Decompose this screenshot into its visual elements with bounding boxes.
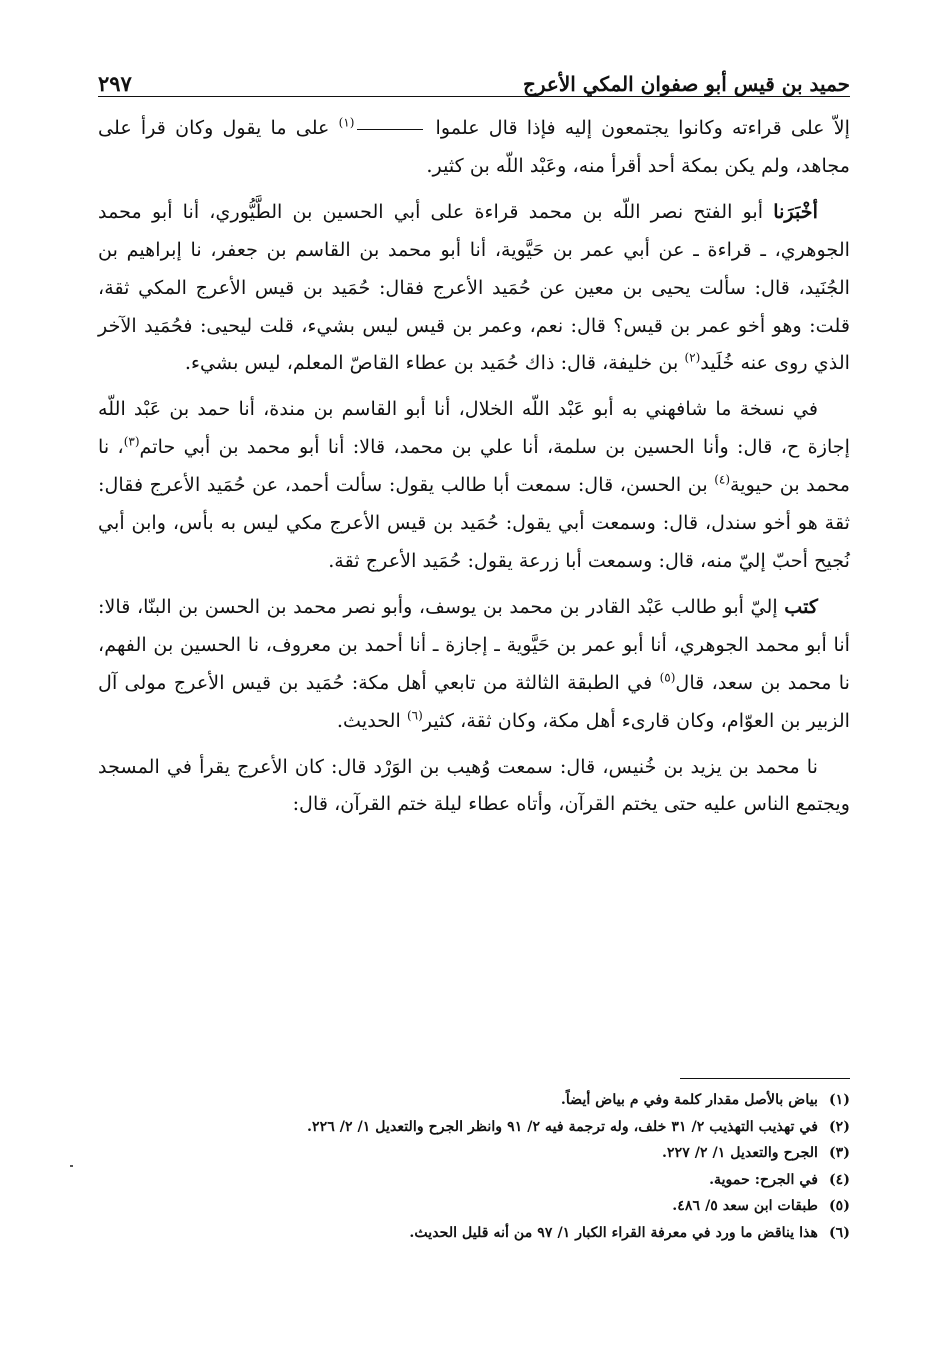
footnote xyxy=(98,1140,850,1167)
footnote-ref: (٢) xyxy=(684,351,701,366)
footnote-separator xyxy=(680,1078,850,1079)
lead-word: أخْبَرَنا xyxy=(773,199,818,223)
footnotes-section xyxy=(98,1078,850,1246)
running-header xyxy=(98,56,850,97)
book-page xyxy=(98,56,850,1241)
running-title: حميد بن قيس أبو صفوان المكي الأعرج xyxy=(522,72,850,96)
footnote xyxy=(98,1087,850,1114)
footnote-number: (٢) xyxy=(828,1118,850,1135)
text-run: بن الحسن، قال: سمعت أبا طالب يقول: سألت أحمد، عن حُمَيد الأعرج فقال: ثقة هو أخو سندل، قال: وسمعت أبي يقول: حُمَيد بن قيس الأعرج مكي ليس به بأس، وابن أبي نُجيح أحبّ إليّ منه، قال: وسمعت أبا زرعة يقول: حُمَيد الأعرج ثقة. xyxy=(98,473,850,572)
footnote-number: (٣) xyxy=(828,1145,850,1161)
footnote xyxy=(98,1193,850,1220)
paragraph xyxy=(98,109,850,185)
footnote xyxy=(98,1220,850,1247)
text-run: في نسخة ما شافهني به أبو عَبْد اللّه الخلال، أنا أبو القاسم بن مندة، أنا حمد بن عَبْد اللّه إجازة ح، قال: وأنا الحسين بن سلمة، أنا علي بن محمد، قالا: أنا أبو محمد بن أبي حاتم xyxy=(98,397,850,459)
footnote-list xyxy=(98,1087,850,1246)
text-run: إلاّ على قراءته وكانوا يجتمعون إليه فإذا قال علموا xyxy=(426,116,850,139)
text-run: بن خليفة، قال: ذاك حُمَيد بن عطاء القاصّ المعلم، ليس بشيء. xyxy=(184,351,685,375)
text-run: إليّ أبو طالب عَبْد القادر بن محمد بن يوسف، وأبو نصر محمد بن الحسن بن البنّا، قالا: أنا أبو محمد الجوهري، أنا أبو عمر بن حَيَّوية ـ إجازة ـ أنا أحمد بن معروف، نا الحسين بن الفهم، نا محمد بن سعد، قال xyxy=(98,594,850,694)
main-text xyxy=(98,109,850,823)
footnote-text: بياض بالأصل مقدار كلمة وفي م بياض أيضاً. xyxy=(560,1092,818,1108)
text-run: نا محمد بن يزيد بن خُنيس، قال: سمعت وُهيب بن الوَرْد قال: كان الأعرج يقرأ في المسجد ويجتمع الناس عليه حتى يختم القرآن، وأتاه عطاء ليلة ختم القرآن، قال: xyxy=(98,754,850,816)
text-run: ، نا محمد بن حيوية xyxy=(98,435,850,497)
footnote-text: طبقات ابن سعد ٥/ ٤٨٦. xyxy=(672,1198,818,1214)
paragraph xyxy=(98,748,850,824)
footnote-number: (٦) xyxy=(828,1224,850,1241)
footnote-text: هذا يناقض ما ورد في معرفة القراء الكبار ١/ ٩٧ من أنه قليل الحديث. xyxy=(409,1224,818,1241)
footnote-number: (٥) xyxy=(828,1198,850,1214)
paragraph xyxy=(98,193,850,383)
footnote-ref: (٦) xyxy=(406,708,423,723)
footnote-ref: (٤) xyxy=(714,472,731,487)
text-run: على ما يقول وكان قرأ على مجاهد، ولم يكن بمكة أحد أقرأ منه، وعَبْد اللّه بن كثير. xyxy=(98,116,850,177)
scan-speck xyxy=(70,1165,73,1167)
footnote xyxy=(98,1114,850,1141)
lead-word: كتب xyxy=(784,594,818,618)
blank-dash xyxy=(357,129,423,130)
footnote-number: (٤) xyxy=(828,1171,850,1188)
footnote-ref: (٥) xyxy=(659,670,676,685)
footnote-text: الجرح والتعديل ١/ ٢/ ٢٢٧. xyxy=(662,1145,818,1161)
page-number: ٢٩٧ xyxy=(98,71,132,96)
paragraph xyxy=(98,588,850,740)
paragraph xyxy=(98,390,850,580)
footnote xyxy=(98,1167,850,1194)
text-run: أبو الفتح نصر اللّه بن محمد قراءة على أبي الحسين بن الطَّيُّوري، أنا أبو محمد الجوهري، ـ قراءة ـ عن أبي عمر بن حَيَّوية، أنا أبو محمد بن القاسم بن جعفر، نا إبراهيم بن الجُنَيد، قال: سألت يحيى بن معين عن حُمَيد الأعرج فقال: حُمَيد بن قيس الأعرج المكي ثقة، قلت: وهو أخو عمر بن قيس؟ قال: نعم، وعمر بن قيس ليس بشيء، قلت ليحيى: فحُمَيد الآخر الذي روى عنه خُلَيد xyxy=(98,199,850,375)
footnote-ref: (٣) xyxy=(123,434,140,449)
footnote-ref: (١) xyxy=(338,115,355,130)
footnote-number: (١) xyxy=(828,1092,850,1108)
footnote-text: في الجرح: حموية. xyxy=(709,1171,818,1188)
text-run: الحديث. xyxy=(336,708,407,732)
text-run: في الطبقة الثالثة من تابعي أهل مكة: حُمَيد بن قيس الأعرج مولى آل الزبير بن العوّام، وكان قارىء أهل مكة، وكان ثقة، كثير xyxy=(98,670,850,732)
footnote-text: في تهذيب التهذيب ٢/ ٣١ خلف، وله ترجمة فيه ٢/ ٩١ وانظر الجرح والتعديل ١/ ٢/ ٢٢٦. xyxy=(307,1118,818,1135)
